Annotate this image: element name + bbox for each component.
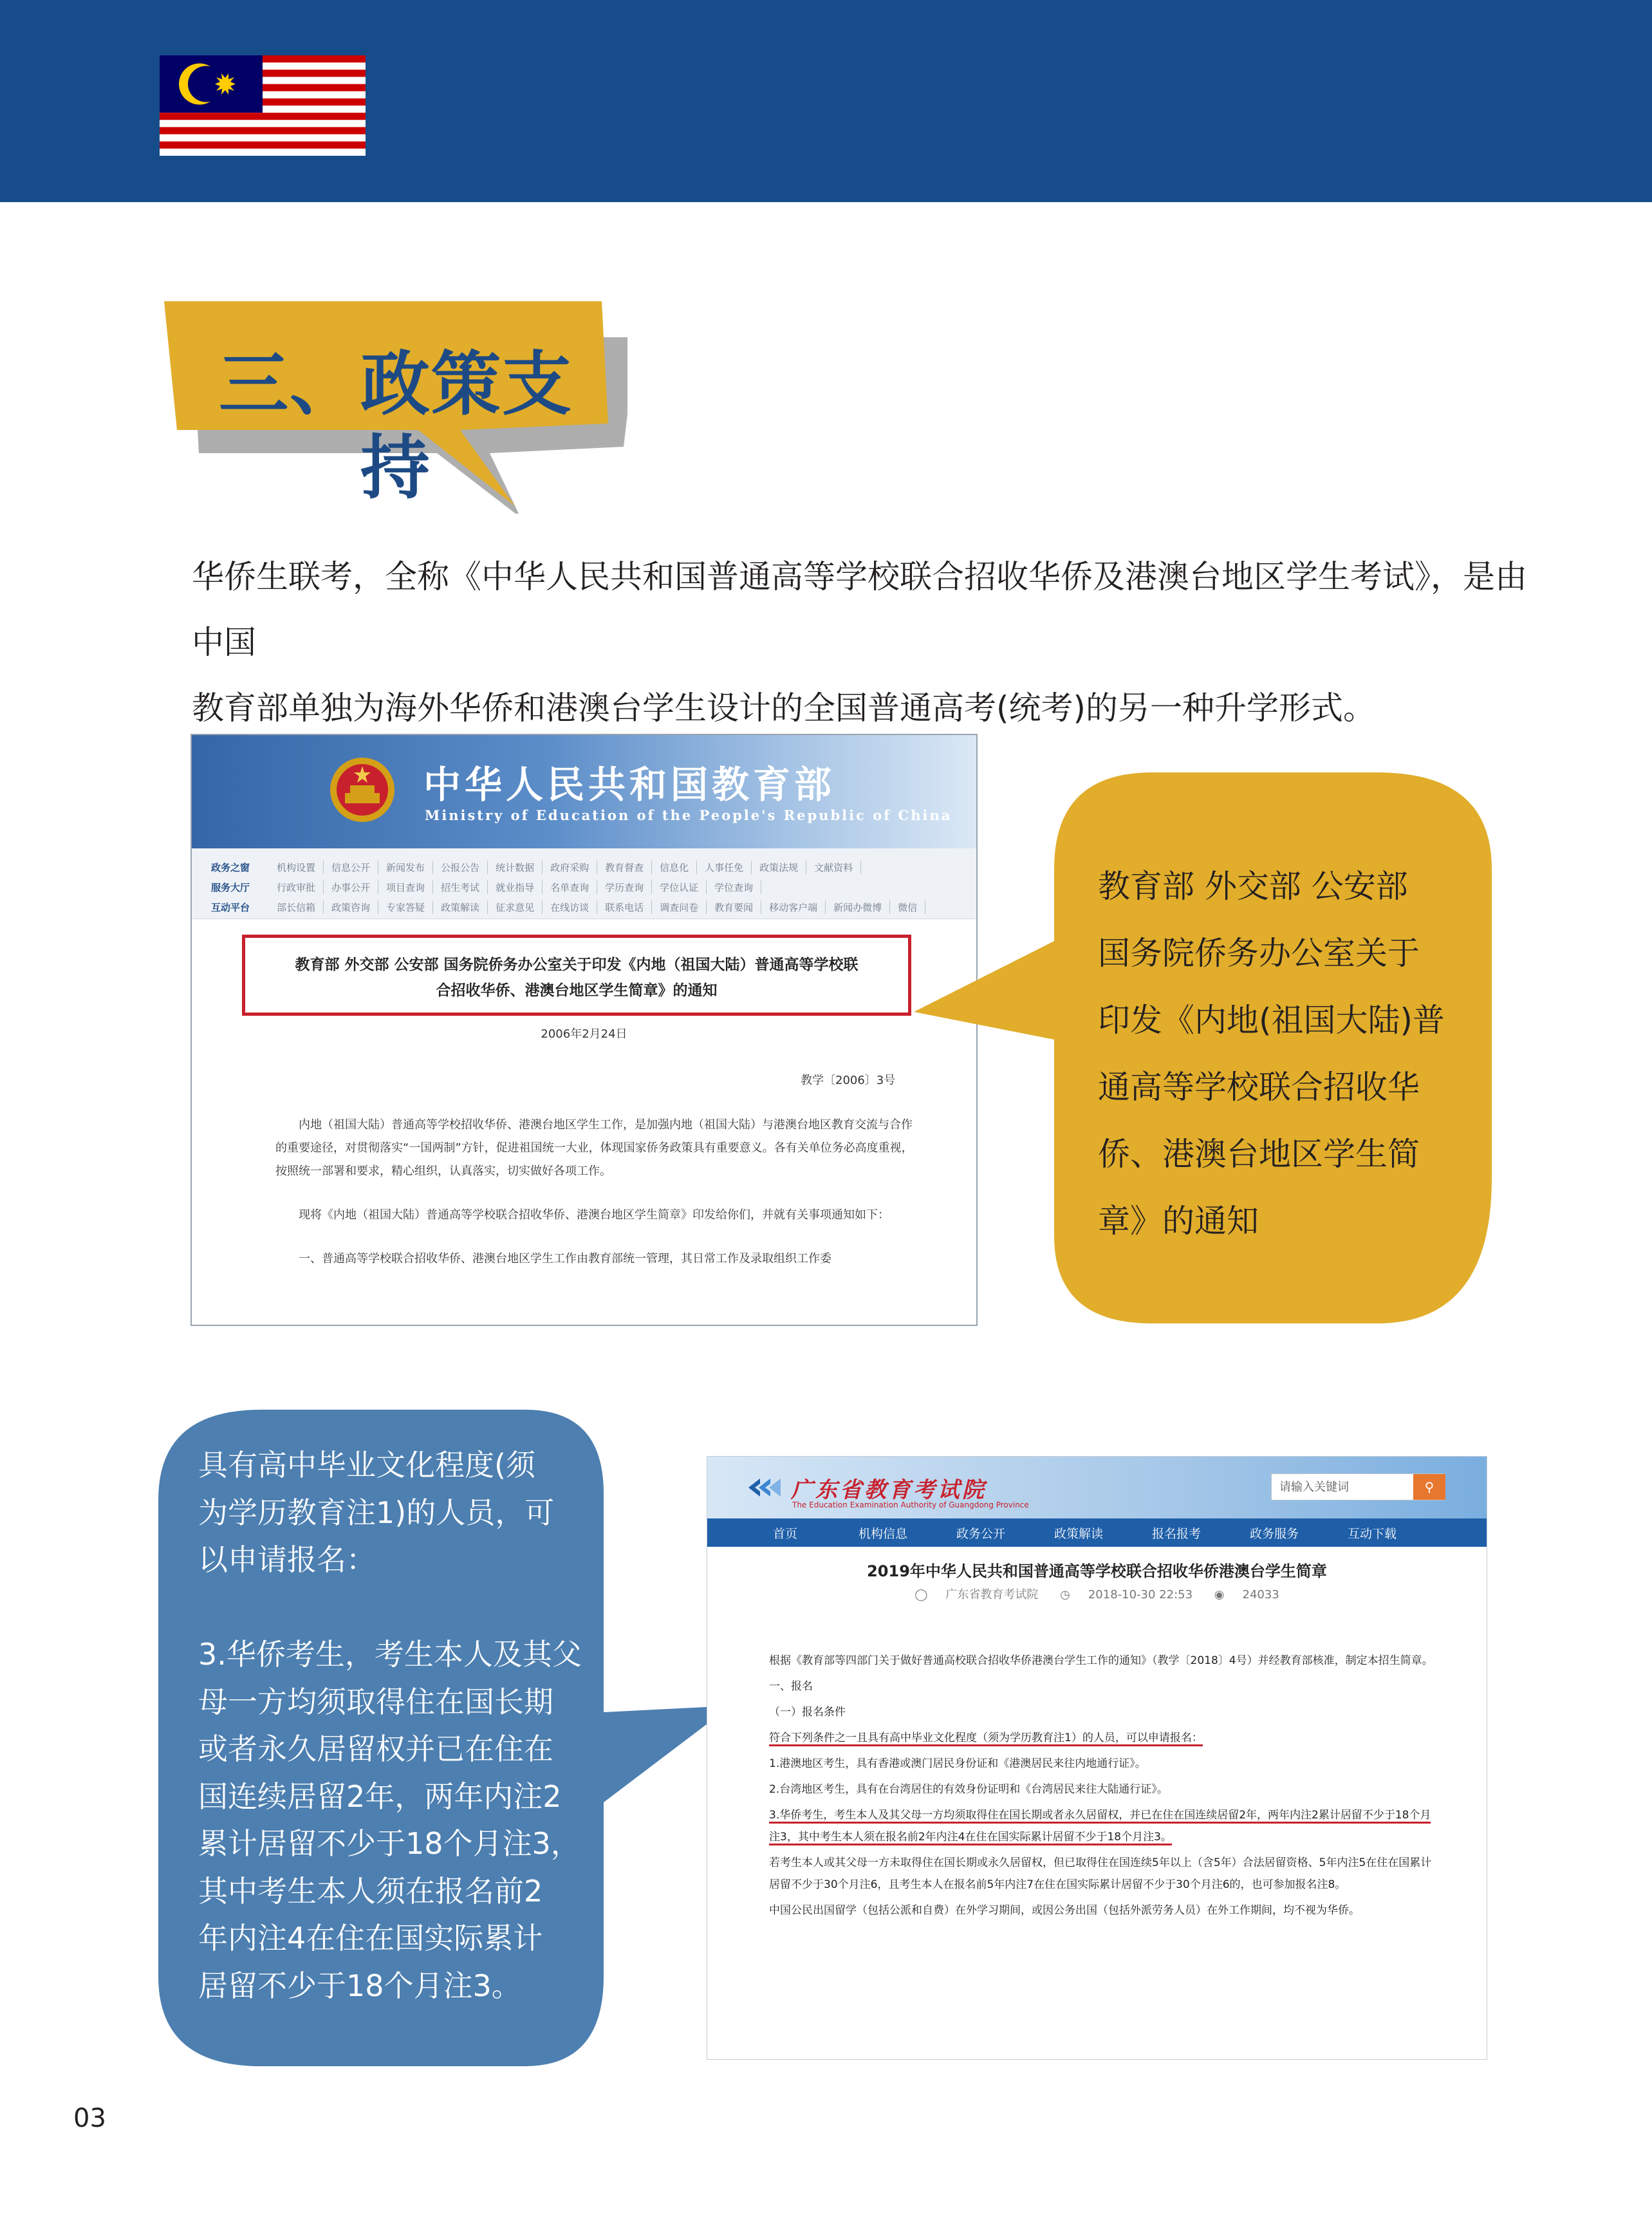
moe-nav-link[interactable]: 名单查询 (543, 881, 597, 894)
red-underline-highlight: 符合下列条件之一且具有高中毕业文化程度（须为学历教育注1）的人员，可以申请报名： (769, 1732, 1203, 1746)
gd-article-title: 2019年中华人民共和国普通高等学校联合招收华侨港澳台学生简章 (867, 1562, 1327, 1580)
author-icon: ◯ (914, 1588, 928, 1601)
gd-article-paragraph: 2.台湾地区考生，具有在台湾居住的有效身份证明和《台湾居民来往大陆通行证》。 (769, 1783, 1168, 1796)
notice-paragraph: 现将《内地（祖国大陆）普通高等学校联合招收华侨、港澳台地区学生简章》印发给你们，并就有关事项通知如下： (299, 1208, 889, 1222)
moe-banner (192, 735, 976, 848)
section-title-banner (164, 301, 627, 514)
page-number: 03 (73, 2104, 106, 2133)
gd-search-input[interactable] (1272, 1474, 1413, 1500)
yellow-callout-line: 章》的通知 (1098, 1202, 1259, 1240)
moe-nav-link[interactable]: 学位认证 (652, 881, 707, 894)
red-underline-highlight: 3.华侨考生，考生本人及其父母一方均须取得住在国长期或者永久居留权，并已在住在国连续居留2年，两年内注2累计居留不少于18个月注3，其中考生本人须在报名前2年内注4在住在国实际累计居留不少于18个月注3。 (769, 1809, 1431, 1845)
moe-nav-row-label: 服务大厅 (211, 881, 250, 893)
gd-article-body (769, 1650, 1438, 1925)
gd-nav (707, 1518, 1487, 1547)
moe-nav-row (211, 877, 761, 897)
gd-article-paragraph: 1.港澳地区考生，具有香港或澳门居民身份证和《港澳居民来往内地通行证》。 (769, 1757, 1146, 1770)
gd-article-paragraph: 中国公民出国留学（包括公派和自费）在外学习期间，或因公务出国（包括外派劳务人员）在外工作期间，均不视为华侨。 (769, 1904, 1360, 1917)
header-band (0, 0, 1652, 202)
gd-logo-icon (745, 1475, 783, 1500)
moe-nav-link[interactable]: 教育要闻 (707, 901, 761, 914)
notice-date: 2006年2月24日 (541, 1027, 627, 1041)
search-icon[interactable]: ⚲ (1413, 1474, 1445, 1500)
moe-screenshot (190, 734, 978, 1326)
notice-title (245, 952, 908, 1004)
national-emblem-icon (327, 754, 398, 825)
blue-callout-text-a (198, 1442, 591, 1584)
blue-callout-line: 居留不少于18个月注3。 (198, 1968, 521, 2003)
moe-nav-link[interactable]: 联系电话 (597, 901, 652, 914)
moe-nav-link[interactable]: 政策解读 (433, 901, 488, 914)
moe-nav-link[interactable]: 政策法规 (752, 861, 806, 874)
moe-nav-link[interactable]: 新闻办微博 (826, 901, 890, 914)
notice-title-line-2: 合招收华侨、港澳台地区学生简章》的通知 (436, 982, 718, 999)
yellow-callout-line: 教育部 外交部 公安部 (1098, 868, 1408, 905)
gd-article-paragraph: 一、报名 (769, 1680, 813, 1693)
moe-site-title: 中华人民共和国教育部 (423, 763, 836, 807)
moe-nav-link[interactable]: 政策咨询 (324, 901, 378, 914)
moe-nav-link[interactable]: 人事任免 (697, 861, 752, 874)
blue-callout-line: 或者永久居留权并已在住在 (198, 1732, 553, 1766)
moe-nav-link[interactable]: 专家答疑 (378, 901, 433, 914)
moe-nav-link[interactable]: 招生考试 (433, 881, 488, 894)
moe-nav-link[interactable]: 政府采购 (543, 861, 597, 874)
moe-nav-link[interactable]: 文献资料 (806, 861, 861, 874)
gd-article-paragraph (769, 1804, 1438, 1848)
moe-nav-link[interactable]: 移动客户端 (761, 901, 826, 914)
gd-article-paragraph: （一）报名条件 (769, 1706, 846, 1719)
moe-nav-link[interactable]: 教育督查 (597, 861, 652, 874)
moe-nav-link[interactable]: 机构设置 (269, 861, 324, 874)
intro-paragraph (192, 544, 1550, 741)
gd-nav-item[interactable]: 政策解读 (1053, 1526, 1103, 1541)
notice-paragraph: 一、普通高等学校联合招收华侨、港澳台地区学生工作由教育部统一管理，其日常工作及录取组织工作委 (299, 1252, 831, 1265)
gd-article-paragraph: 根据《教育部等四部门关于做好普通高校联合招收华侨港澳台学生工作的通知》（教学〔2018〕4号）并经教育部核准，制定本招生简章。 (769, 1654, 1433, 1667)
notice-doc-number: 教学〔2006〕3号 (801, 1074, 896, 1087)
yellow-callout-line: 国务院侨务办公室关于 (1098, 935, 1420, 972)
notice-title-line-1: 教育部 外交部 公安部 国务院侨务办公室关于印发《内地（祖国大陆）普通高等学校联 (295, 957, 858, 973)
gd-meta-source: 广东省教育考试院 (945, 1588, 1039, 1601)
moe-site-subtitle: Ministry of Education of the People's Republic of China (425, 807, 952, 823)
moe-nav-link[interactable]: 在线访谈 (543, 901, 597, 914)
blue-callout-line: 具有高中毕业文化程度(须 (198, 1448, 535, 1482)
blue-callout-line: 年内注4在住在国实际累计 (198, 1921, 543, 1956)
gd-search-box (1271, 1473, 1445, 1500)
gd-article-meta (707, 1585, 1487, 1602)
moe-nav-link[interactable]: 公报公告 (433, 861, 488, 874)
moe-nav-link[interactable]: 部长信箱 (269, 901, 324, 914)
moe-nav-link[interactable]: 微信 (890, 901, 925, 914)
gd-article-paragraph: 若考生本人或其父母一方未取得住在国长期或永久居留权，但已取得住在国连续5年以上（含5年）合法居留资格、5年内注5在住在国累计居留不少于30个月注6，且考生本人在报名前5年内注7在住在国实际累计居留不少于30个月注6的，也可参加报名注8。 (769, 1856, 1432, 1891)
yellow-callout-line: 印发《内地(祖国大陆)普 (1098, 1002, 1445, 1039)
moe-nav-row-label: 互动平台 (211, 901, 250, 913)
blue-callout-line: 累计居留不少于18个月注3， (198, 1826, 580, 1861)
blue-callout-line: 母一方均须取得住在国长期 (198, 1684, 553, 1719)
notice-body (275, 1114, 919, 1291)
moe-nav-link[interactable]: 调查问卷 (652, 901, 707, 914)
moe-nav-link[interactable]: 办事公开 (324, 881, 378, 894)
blue-callout-line: 以申请报名： (198, 1542, 376, 1577)
yellow-callout-line: 通高等学校联合招收华 (1098, 1069, 1420, 1106)
clock-icon: ◷ (1060, 1588, 1070, 1601)
moe-nav-link[interactable]: 新闻发布 (378, 861, 433, 874)
section-title: 三、政策支持 (218, 344, 573, 509)
gd-nav-item[interactable]: 政务服务 (1249, 1526, 1299, 1541)
intro-line-2: 教育部单独为海外华侨和港澳台学生设计的全国普通高考(统考)的另一种升学形式。 (192, 689, 1376, 727)
moe-nav-link[interactable]: 学历查询 (597, 881, 652, 894)
blue-callout-line: 3.华侨考生，考生本人及其父 (198, 1637, 582, 1672)
notice-title-highlight (242, 935, 911, 1016)
intro-line-1: 华侨生联考，全称《中华人民共和国普通高等学校联合招收华侨及港澳台地区学生考试》，是由中国 (192, 558, 1527, 661)
gd-site-title: 广东省教育考试院 (791, 1477, 987, 1503)
eye-icon: ◉ (1214, 1588, 1225, 1601)
moe-nav-link[interactable]: 征求意见 (488, 901, 543, 914)
moe-nav-link[interactable]: 学位查询 (707, 881, 761, 894)
blue-callout-line: 其中考生本人须在报名前2 (198, 1873, 543, 1909)
moe-nav-row-label: 政务之窗 (211, 861, 250, 873)
moe-nav-row (211, 897, 925, 917)
moe-nav-link[interactable]: 统计数据 (488, 861, 543, 874)
moe-nav-row (211, 857, 861, 877)
moe-nav-link[interactable]: 项目查询 (378, 881, 433, 894)
moe-nav-link[interactable]: 信息公开 (324, 861, 378, 874)
malaysia-flag-icon (160, 55, 366, 156)
moe-nav (192, 848, 976, 919)
gd-nav-item[interactable]: 首页 (772, 1526, 797, 1541)
gd-nav-item[interactable]: 政务公开 (956, 1526, 1005, 1541)
blue-callout-line: 为学历教育注1)的人员，可 (198, 1495, 555, 1530)
moe-nav-link[interactable]: 行政审批 (269, 881, 324, 894)
gd-article-paragraph (769, 1727, 1438, 1749)
gd-meta-time: 2018-10-30 22:53 (1088, 1588, 1193, 1601)
gd-nav-item[interactable]: 机构信息 (858, 1526, 907, 1541)
gd-nav-item[interactable]: 报名报考 (1151, 1526, 1201, 1541)
blue-callout-text-b (198, 1631, 591, 2010)
gd-meta-views: 24033 (1242, 1588, 1279, 1601)
moe-nav-link[interactable]: 就业指导 (488, 881, 543, 894)
yellow-callout-text (1098, 853, 1458, 1255)
gd-screenshot (707, 1456, 1487, 2060)
notice-paragraph: 内地（祖国大陆）普通高等学校招收华侨、港澳台地区学生工作，是加强内地（祖国大陆）与港澳台地区教育交流与合作的重要途径，对贯彻落实“一国两制”方针，促进祖国统一大业，体现国家侨务政策具有重要意义。各有关单位务必高度重视，按照统一部署和要求，精心组织，认真落实，切实做好各项工作。 (275, 1118, 913, 1178)
gd-banner (707, 1457, 1487, 1518)
blue-callout-line: 国连续居留2年，两年内注2 (198, 1779, 562, 1814)
blue-callout-text (198, 1442, 591, 2010)
moe-nav-link[interactable]: 信息化 (652, 861, 697, 874)
yellow-callout-line: 侨、港澳台地区学生简 (1098, 1135, 1420, 1173)
gd-site-subtitle: The Education Examination Authority of Guangdong Province (792, 1500, 1029, 1509)
gd-nav-item[interactable]: 互动下载 (1347, 1526, 1397, 1541)
